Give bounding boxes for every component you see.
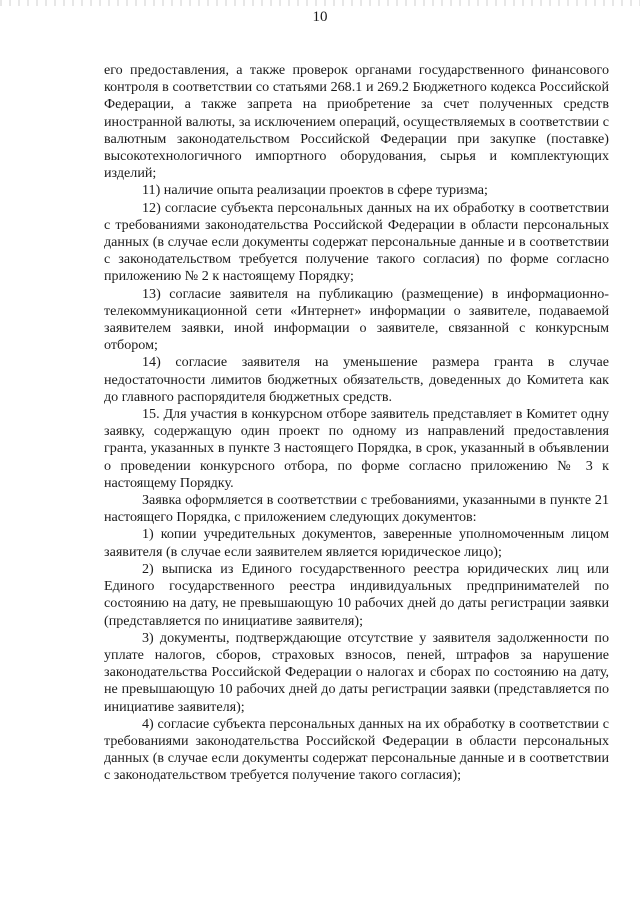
document-body xyxy=(104,62,609,785)
paragraph-item-12: 12) согласие субъекта персональных данных на их обработку в соответствии с требованиями законодательства Российской Федерации в области персональных данных (в случае если документы содержат персональные данные и в соответствии с законодательством требуется получение такого согласия) по форме согласно приложению № 2 к настоящему Порядку; xyxy=(104,199,609,285)
paragraph-item-14: 14) согласие заявителя на уменьшение размера гранта в случае недостаточности лимитов бюджетных обязательств, доведенных до Комитета как до главного распорядителя бюджетных средств. xyxy=(104,354,609,405)
page-number: 10 xyxy=(312,9,328,25)
scan-artifact xyxy=(0,0,640,6)
paragraph-doc-3: 3) документы, подтверждающие отсутствие у заявителя задолженности по уплате налогов, сборов, страховых взносов, пеней, штрафов за нарушение законодательства Российской Федерации о налогах и сборах по состоянию на дату, не превышающую 10 рабочих дней до даты регистрации заявки (представляется по инициативе заявителя); xyxy=(104,629,609,715)
paragraph-item-11: 11) наличие опыта реализации проектов в сфере туризма; xyxy=(142,182,488,199)
paragraph-doc-4: 4) согласие субъекта персональных данных на их обработку в соответствии с требованиями законодательства Российской Федерации в области персональных данных (в случае если документы содержат персональные данные и в соответствии с законодательством требуется получение такого согласия); xyxy=(104,715,609,784)
paragraph-application-requirements: Заявка оформляется в соответствии с требованиями, указанными в пункте 21 настоящего Порядка, с приложением следующих документов: xyxy=(104,492,609,526)
paragraph-doc-2: 2) выписка из Единого государственного реестра юридических лиц или Единого государственного реестра индивидуальных предпринимателей по состоянию на дату, не превышающую 10 рабочих дней до даты регистрации заявки (представляется по инициативе заявителя); xyxy=(104,560,609,629)
paragraph-doc-1: 1) копии учредительных документов, заверенные уполномоченным лицом заявителя (в случае если заявителем является юридическое лицо); xyxy=(104,526,609,560)
paragraph-item-13: 13) согласие заявителя на публикацию (размещение) в информационно-телекоммуникационной сети «Интернет» информации о заявителе, подаваемой заявителем заявки, иной информации о заявителе, связанной с конкурсным отбором; xyxy=(104,285,609,354)
paragraph-clause-15: 15. Для участия в конкурсном отборе заявитель представляет в Комитет одну заявку, содержащую один проект по одному из направлений предоставления гранта, указанных в пункте 3 настоящего Порядка, в срок, указанный в объявлении о проведении конкурсного отбора, по форме согласно приложению № 3 к настоящему Порядку. xyxy=(104,406,609,491)
paragraph-continuation: его предоставления, а также проверок органами государственного финансового контроля в соответствии со статьями 268.1 и 269.2 Бюджетного кодекса Российской Федерации, а также запрета на приобретение за счет полученных средств иностранной валюты, за исключением операций, осуществляемых в соответствии с валютным законодательством Российской Федерации при закупке (поставке) высокотехнологичного импортного оборудования, сырья и комплектующих изделий; xyxy=(104,62,609,182)
